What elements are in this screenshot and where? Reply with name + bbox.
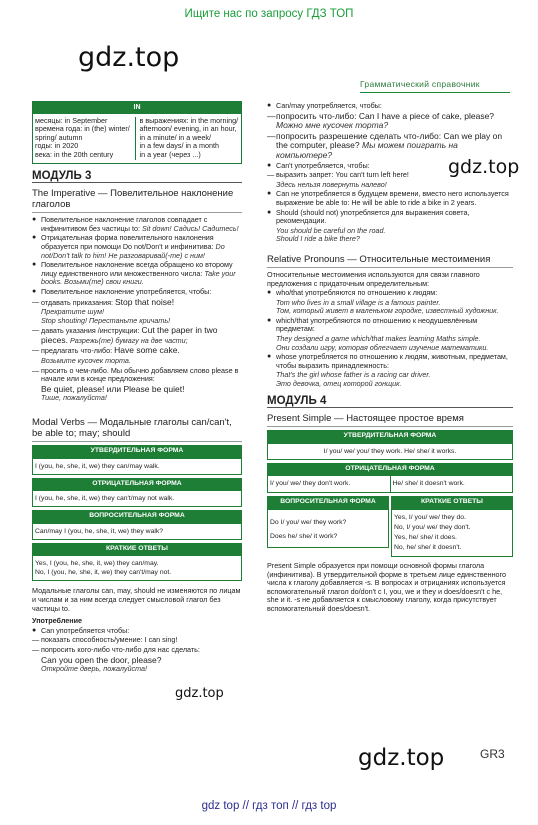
module-3-title: МОДУЛЬ 3	[32, 172, 242, 184]
list-item: ● Повелительное наклонение употребляется, чтобы:	[32, 288, 242, 297]
watermark: gdz.top	[78, 42, 180, 73]
modal-note: Модальные глаголы can, may, should не изменяются по лицам и числам и за ним всегда следует смысловой глагол без частицы to.	[32, 586, 241, 613]
list-item: ● Can/may употребляется, чтобы:	[267, 102, 513, 111]
list-item: — попросить что-либо: Can I have a piece of cake, please? Можно мне кусочек торта?	[267, 112, 513, 131]
in-row: месяцы: in September	[35, 115, 108, 125]
watermark: gdz.top	[448, 156, 520, 178]
form-title: КРАТКИЕ ОТВЕТЫ	[32, 543, 242, 556]
example: Tom who lives in a small village is a famous painter.	[276, 297, 441, 307]
in-row: in a year (через ...)	[139, 149, 201, 159]
header-rule	[360, 92, 510, 93]
modal-heading: Modal Verbs — Модальные глаголы can/can't, be able to; may; should	[32, 417, 242, 442]
example: Том, который живет в маленьком городке, известный художник.	[276, 306, 499, 316]
example: That's the girl whose father is a racing car driver.	[276, 370, 431, 380]
list-item: — попросить кого-либо что-либо для нас сделать:	[32, 646, 242, 655]
page-code: GR3	[480, 747, 505, 761]
list-item: ● Повелительное наклонение всегда обращено ко второму лицу единственного или множественного числа: Take your books. Возьми(те) свои книги.	[32, 261, 242, 287]
example: Be quiet, please! или Please be quiet!	[41, 383, 185, 394]
list-item: ● whose употребляется по отношению к людям, животным, предметам, чтобы выразить принадлежность:	[267, 353, 513, 370]
short-answer: Yes, I/ you/ we/ they do.	[394, 514, 466, 521]
form-row	[32, 555, 242, 581]
form-row	[267, 509, 389, 548]
list-item: — выразить запрет: You can't turn left here!	[267, 171, 513, 180]
short-answer: Yes, he/ she/ it does.	[394, 534, 457, 541]
form-title: КРАТКИЕ ОТВЕТЫ	[391, 496, 513, 509]
form-title: ОТРИЦАТЕЛЬНАЯ ФОРМА	[32, 478, 242, 491]
watermark: gdz.top	[175, 686, 224, 701]
present-simple-heading: Present Simple — Настоящее простое время	[267, 413, 513, 427]
in-row: in a few days/ in a month	[139, 141, 220, 151]
form-row: I (you, he, she, it, we) they can't/may not walk.	[32, 490, 242, 507]
in-row: годы: in 2020	[35, 141, 79, 151]
list-item: ● Can't употребляется, чтобы:	[267, 162, 513, 171]
list-item: — попросить разрешение сделать что-либо: Can we play on the computer, please? Мы можем поиграть на компьютере?	[267, 132, 513, 161]
list-item: ● Should (should not) употребляется для выражения совета, рекомендации.	[267, 209, 513, 226]
guide-title: Грамматический справочник	[360, 79, 480, 89]
footer-links[interactable]: gdz top // гдз топ // гдз top	[201, 800, 337, 812]
list-item: — показать способность/умение: I can sing!	[32, 636, 242, 645]
form-row: I/ you/ we/ they don't work.	[267, 475, 391, 493]
short-answer: No, I (you, he, she, it, we) they can't/may not.	[35, 569, 172, 577]
form-title: УТВЕРДИТЕЛЬНАЯ ФОРМА	[267, 430, 513, 443]
form-row: He/ she/ it doesn't work.	[391, 475, 514, 493]
watermark: gdz.top	[358, 745, 445, 771]
list-item: ● Can не употребляется в будущем времени, вместо него используется выражение be able to: He will be able to ride a bike in 2 years.	[267, 190, 513, 207]
relative-heading: Relative Pronouns — Относительные местоимения	[267, 254, 513, 268]
form-row	[391, 509, 513, 557]
list-item: — давать указания /инструкции: Cut the paper in two pieces. Разрежь(те) бумагу на две части;	[32, 326, 242, 345]
module-4-title: МОДУЛЬ 4	[267, 397, 513, 409]
list-item: ● who/that употребляются по отношению к людям:	[267, 289, 513, 298]
short-answer: No, he/ she/ it doesn't.	[394, 544, 462, 551]
example: Они создали игру, которая облегчает изучение математики.	[276, 342, 489, 352]
list-item: — предлагать что-либо: Have some cake.	[32, 346, 242, 356]
question-row: Does he/ she/ it work?	[270, 533, 338, 540]
example: Прекратите шум!	[41, 307, 105, 317]
list-item: — отдавать приказания: Stop that noise!	[32, 298, 242, 308]
in-row: in a minute/ in a week/	[139, 132, 212, 142]
in-table-col2	[135, 117, 240, 160]
imperative-heading: The Imperative — Повелительное наклонение глаголов	[32, 188, 242, 213]
list-item: ● Can употребляется чтобы:	[32, 627, 242, 636]
form-title: ВОПРОСИТЕЛЬНАЯ ФОРМА	[267, 496, 389, 509]
list-item: ● Отрицательная форма повелительного наклонения образуется при помощи Do not/Don't и инфинитива: Do not/Don't talk to him! Не разговаривай(-те) с ним!	[32, 234, 242, 260]
top-banner[interactable]: Ищите нас по запросу ГДЗ ТОП	[184, 8, 354, 20]
right-column	[267, 101, 513, 615]
form-row: I (you, he, she, it, we) they can/may walk.	[32, 458, 242, 475]
example: Should I ride a bike there?	[276, 234, 360, 244]
short-answer: No, I/ you/ we/ they don't.	[394, 524, 471, 531]
example: Stop shouting! Перестаньте кричать!	[41, 315, 171, 325]
form-row: Can/may I (you, he, she, it, we) they walk?	[32, 523, 242, 540]
in-row: времена года: in (the) winter/ spring/ autumn	[35, 124, 130, 142]
in-table-title: IN	[33, 102, 241, 114]
in-table-col1	[35, 117, 135, 160]
question-row: Do I/ you/ we/ they work?	[270, 519, 347, 526]
usage-title: Употребление	[32, 616, 83, 626]
example: Это девочка, отец которой гонщик.	[276, 379, 402, 389]
example: Откройте дверь, пожалуйста!	[41, 664, 147, 674]
list-item: ● which/that употребляются по отношению к неодушевлённым предметам:	[267, 317, 513, 334]
form-row: I/ you/ we/ you/ they work. He/ she/ it works.	[267, 443, 513, 460]
relative-intro: Относительные местоимения используются для связи главного предложения с придаточным определительным:	[267, 269, 480, 288]
example: They designed a game which/that makes learning Maths simple.	[276, 334, 481, 344]
in-table	[32, 101, 242, 164]
form-title: ОТРИЦАТЕЛЬНАЯ ФОРМА	[267, 463, 513, 476]
example: Тише, пожалуйста!	[41, 393, 107, 403]
list-item: — просить о чем-либо. Мы обычно добавляем слово please в начале или в конце предложения:	[32, 367, 242, 384]
example: Здесь нельзя повернуть налево!	[276, 179, 387, 189]
example: You should be careful on the road.	[276, 225, 386, 235]
present-simple-text: Present Simple образуется при помощи основной формы глагола (инфинитива). В утвердительной форме в третьем лице единственного числа к глаголу добавляется -s. В вопросах и отрицаниях используется вспомогательный глагол do/don't с I, you, we и they и does/doesn't с he, she и it. -s не добавляется к смысловому глаголу, когда присутствует вспомогательный does/doesn't.	[267, 561, 507, 613]
example: Can you open the door, please?	[41, 654, 162, 665]
left-column	[32, 101, 242, 674]
form-title: ВОПРОСИТЕЛЬНАЯ ФОРМА	[32, 510, 242, 523]
short-answer: Yes, I (you, he, she, it, we) they can/may.	[35, 560, 159, 568]
example: Возьмите кусочек торта.	[41, 356, 131, 366]
form-title: УТВЕРДИТЕЛЬНАЯ ФОРМА	[32, 445, 242, 458]
list-item: ● Повелительное наклонение глаголов совпадает с инфинитивом без частицы to: Sit down! Садись! Садитесь!	[32, 216, 242, 233]
in-row: в выражениях: in the morning/ afternoon/ evening, in an hour,	[139, 115, 239, 134]
in-row: века: in the 20th century	[35, 149, 114, 159]
